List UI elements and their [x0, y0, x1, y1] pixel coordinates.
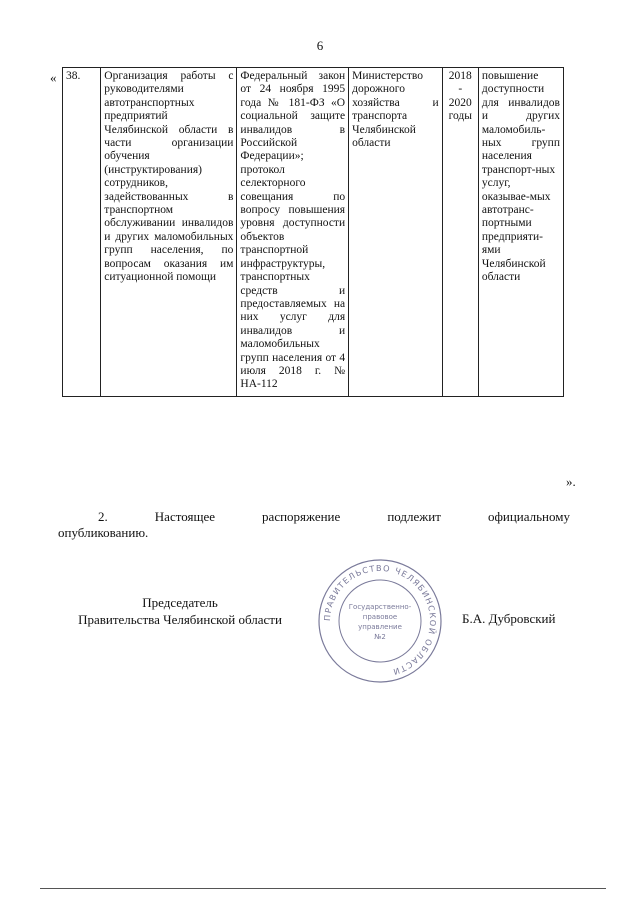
- signatory-position: [60, 594, 300, 628]
- paragraph-number: 2.: [98, 509, 108, 524]
- stamp-line-3: управление: [358, 623, 402, 631]
- executor-text: Министерство дорожного хозяйства и транспорта Челябинской области: [352, 70, 439, 150]
- term-cell: [442, 68, 478, 397]
- event-cell: [101, 68, 237, 397]
- paragraph-word: подлежит: [387, 509, 441, 524]
- event-text: Организация работы с руководителями автотранспортных предприятий Челябинской области в части организации обучения (инструктирования) сотрудников, задействованных в транспортном обслуживании инвалидов и других маломобильных групп населения, по вопросам оказания им ситуационной помощи: [104, 70, 234, 284]
- result-cell: [478, 68, 563, 397]
- paragraph-word: распоряжение: [262, 509, 341, 524]
- executor-cell: [349, 68, 443, 397]
- basis-cell: [237, 68, 349, 397]
- signatory-name: Б.А. Дубровский: [462, 611, 556, 626]
- table-row: [63, 68, 564, 397]
- result-text: повышение доступности для инвалидов и других маломобиль-ных групп населения транспорт-ных услуг, оказывае-мых автотранс-портными предприяти-ями Челябинской области: [481, 70, 560, 284]
- stamp-ring-text: ПРАВИТЕЛЬСТВО ЧЕЛЯБИНСКОЙ ОБЛАСТИ: [321, 562, 439, 678]
- term-text: 2018 - 2020 годы: [448, 70, 472, 123]
- position-line-1: Председатель: [142, 595, 218, 610]
- plan-table: [62, 67, 564, 397]
- stamp-outer-ring: [319, 560, 441, 682]
- closing-quote: ».: [566, 474, 576, 489]
- row-number: 38.: [66, 70, 81, 82]
- position-line-2: Правительства Челябинской области: [78, 612, 282, 627]
- row-number-cell: [63, 68, 101, 397]
- opening-quote: «: [50, 70, 57, 85]
- stamp-line-1: Государственно-: [348, 603, 412, 611]
- stamp-line-4: №2: [374, 633, 386, 641]
- publication-paragraph: [58, 509, 570, 541]
- stamp-inner-ring: [339, 580, 421, 662]
- stamp-line-2: правовое: [362, 613, 398, 621]
- paragraph-word: Настоящее: [154, 509, 216, 524]
- official-seal-stamp: [316, 557, 444, 685]
- paragraph-line-1: [58, 509, 570, 525]
- basis-text: Федеральный закон от 24 ноября 1995 года № 181-ФЗ «О социальной защите инвалидов в Российской Федерации»; протокол селекторного совещания по вопросу повышения уровня доступности объектов транспортной инфраструктуры, транспортных средств и предоставляемых на них услуг для инвалидов и маломобильных групп населения от 4 июля 2018 г. № НА-112: [240, 70, 346, 391]
- paragraph-line-2: опубликованию.: [58, 525, 149, 540]
- page-number: 6: [316, 38, 324, 53]
- footer-divider: [40, 888, 606, 889]
- paragraph-word: официальному: [487, 509, 570, 524]
